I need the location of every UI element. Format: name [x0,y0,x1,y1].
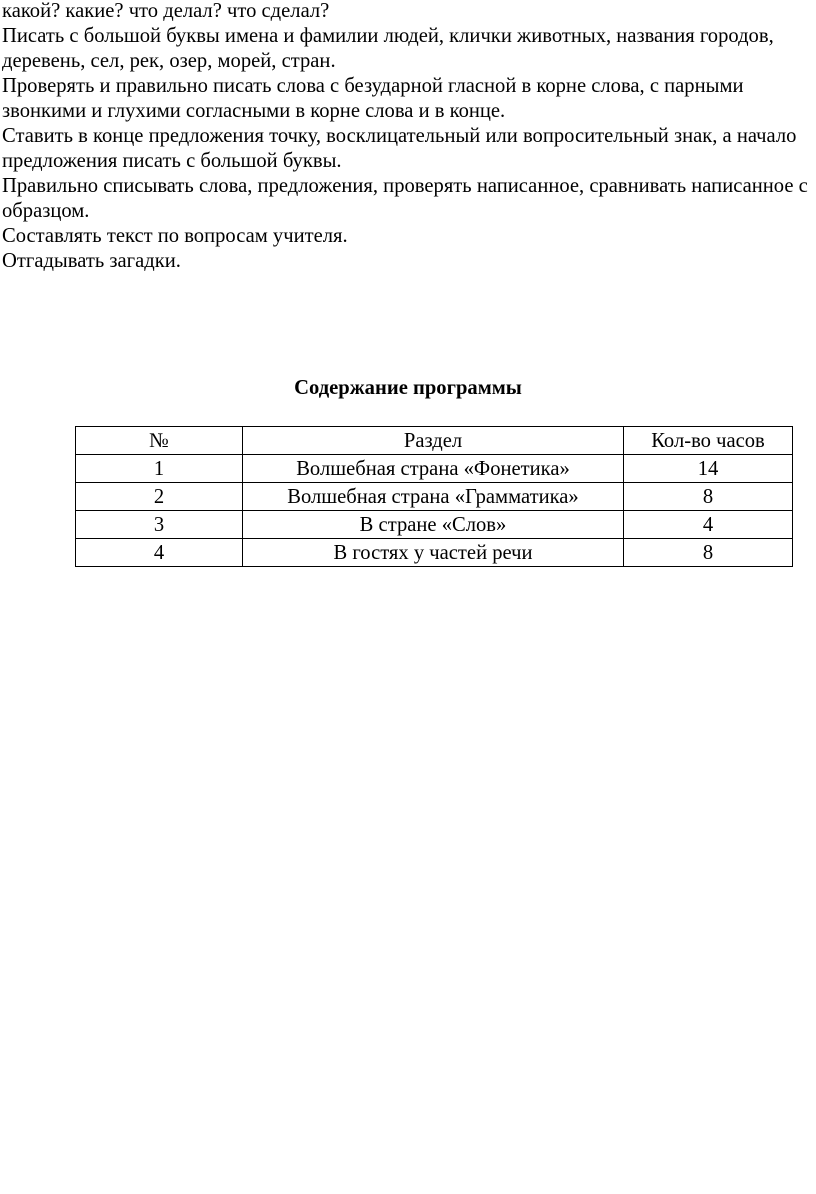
paragraph: какой? какие? что делал? что сделал? [2,0,330,22]
table-header-row [76,427,793,455]
table-row [76,483,793,511]
paragraph: Отгадывать загадки. [2,250,181,272]
paragraph: Правильно списывать слова, предложения, проверять написанное, сравнивать написанное с образцом. [2,175,808,222]
cell-number: 1 [76,455,243,483]
cell-hours: 8 [624,483,793,511]
paragraph: Проверять и правильно писать слова с безударной гласной в корне слова, с парными звонкими и глухими согласными в корне слова и в конце. [2,75,744,122]
column-header-number: № [76,427,243,455]
column-header-section: Раздел [243,427,624,455]
cell-section: В гостях у частей речи [243,539,624,567]
cell-number: 2 [76,483,243,511]
cell-section: В стране «Слов» [243,511,624,539]
cell-hours: 4 [624,511,793,539]
program-table [75,426,793,567]
section-title: Содержание программы [294,377,522,399]
table-row [76,539,793,567]
cell-number: 3 [76,511,243,539]
paragraph: Ставить в конце предложения точку, восклицательный или вопросительный знак, а начало предложения писать с большой буквы. [2,125,797,172]
cell-section: Волшебная страна «Фонетика» [243,455,624,483]
cell-section: Волшебная страна «Грамматика» [243,483,624,511]
requirements-text [2,0,808,274]
cell-hours: 8 [624,539,793,567]
column-header-hours: Кол-во часов [624,427,793,455]
paragraph: Составлять текст по вопросам учителя. [2,225,348,247]
paragraph: Писать с большой буквы имена и фамилии людей, клички животных, названия городов, деревень, сел, рек, озер, морей, стран. [2,25,774,72]
table-row [76,511,793,539]
table-row [76,455,793,483]
cell-number: 4 [76,539,243,567]
cell-hours: 14 [624,455,793,483]
